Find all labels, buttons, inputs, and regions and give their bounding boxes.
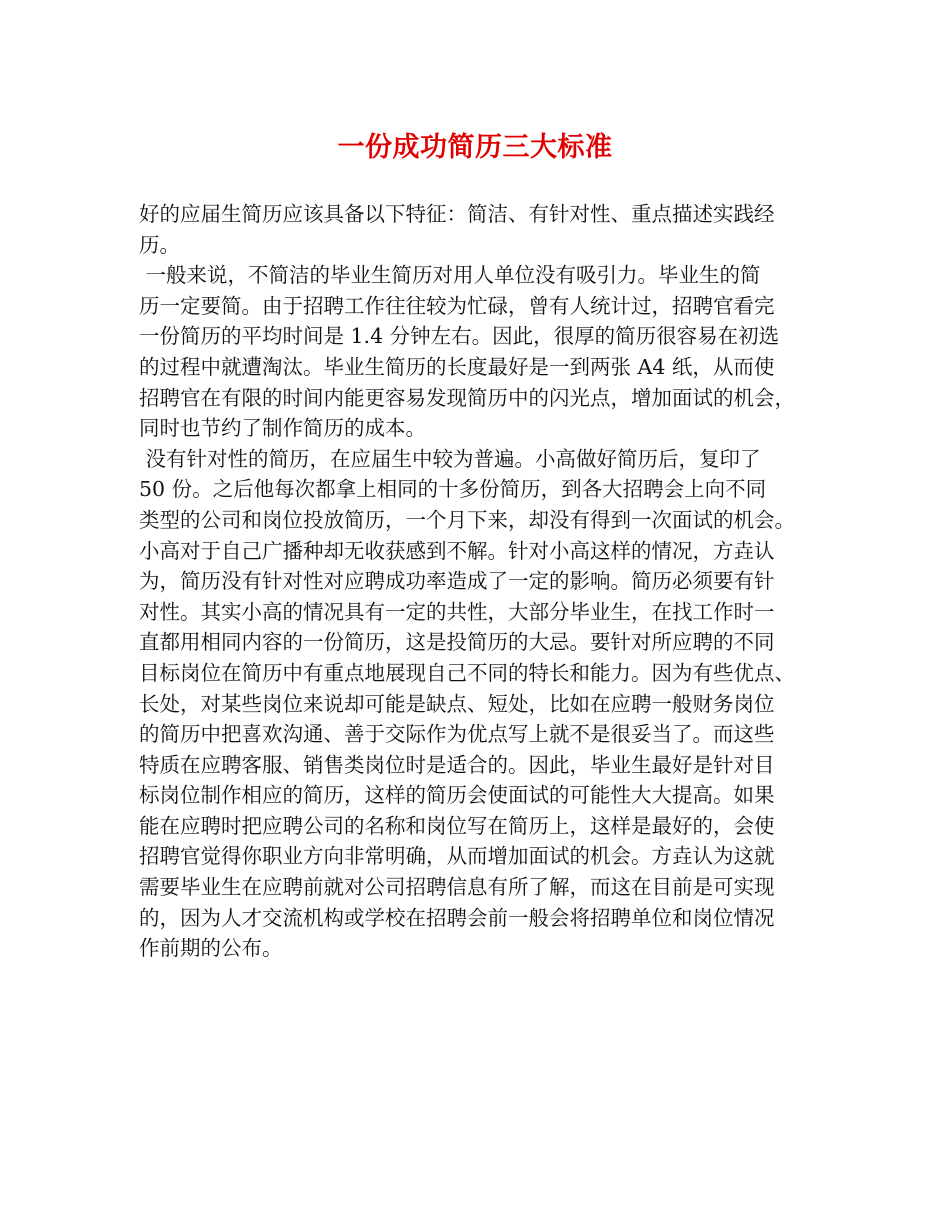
body-line: 长处，对某些岗位来说却可能是缺点、短处，比如在应聘一般财务岗位 — [139, 691, 775, 716]
body-line: 能在应聘时把应聘公司的名称和岗位写在简历上，这样是最好的，会使 — [139, 813, 775, 838]
body-line: 的简历中把喜欢沟通、善于交际作为优点写上就不是很妥当了。而这些 — [139, 722, 775, 747]
body-line: 没有针对性的简历，在应届生中较为普遍。小高做好简历后，复印了 — [139, 446, 761, 471]
body-line: 的，因为人才交流机构或学校在招聘会前一般会将招聘单位和岗位情况 — [139, 905, 775, 930]
document-title: 一份成功简历三大标准 — [337, 132, 613, 163]
body-line: 招聘官觉得你职业方向非常明确，从而增加面试的机会。方垚认为这就 — [139, 844, 775, 869]
document-body — [139, 199, 829, 964]
body-line: 历一定要简。由于招聘工作往往较为忙碌，曾有人统计过，招聘官看完 — [139, 293, 775, 318]
body-line: 目标岗位在简历中有重点地展现自己不同的特长和能力。因为有些优点、 — [139, 660, 795, 685]
body-line: 标岗位制作相应的简历，这样的简历会使面试的可能性大大提高。如果 — [139, 783, 775, 808]
body-line: 作前期的公布。 — [139, 936, 283, 961]
body-line: 一般来说，不简洁的毕业生简历对用人单位没有吸引力。毕业生的简 — [139, 263, 761, 288]
body-line: 为，简历没有针对性对应聘成功率造成了一定的影响。简历必须要有针 — [139, 569, 775, 594]
body-line: 好的应届生简历应该具备以下特征：简洁、有针对性、重点描述实践经 — [139, 202, 775, 226]
body-line: 50 份。之后他每次都拿上相同的十多份简历，到各大招聘会上向不同 — [139, 477, 767, 502]
body-line: 的过程中就遭淘汰。毕业生简历的长度最好是一到两张 A4 纸，从而使 — [139, 354, 775, 379]
body-line: 历。 — [139, 232, 180, 257]
body-line: 直都用相同内容的一份简历，这是投简历的大忌。要针对所应聘的不同 — [139, 630, 775, 655]
body-line: 招聘官在有限的时间内能更容易发现简历中的闪光点，增加面试的机会， — [139, 385, 795, 410]
body-line: 对性。其实小高的情况具有一定的共性，大部分毕业生，在找工作时一 — [139, 599, 775, 624]
body-line: 同时也节约了制作简历的成本。 — [139, 416, 426, 441]
body-line: 一份简历的平均时间是 1.4 分钟左右。因此，很厚的简历很容易在初选 — [139, 324, 780, 349]
body-line: 特质在应聘客服、销售类岗位时是适合的。因此，毕业生最好是针对目 — [139, 752, 775, 777]
body-line: 需要毕业生在应聘前就对公司招聘信息有所了解，而这在目前是可实现 — [139, 875, 775, 900]
body-line: 类型的公司和岗位投放简历，一个月下来，却没有得到一次面试的机会。 — [139, 507, 795, 532]
body-line: 小高对于自己广播种却无收获感到不解。针对小高这样的情况，方垚认 — [139, 538, 775, 563]
